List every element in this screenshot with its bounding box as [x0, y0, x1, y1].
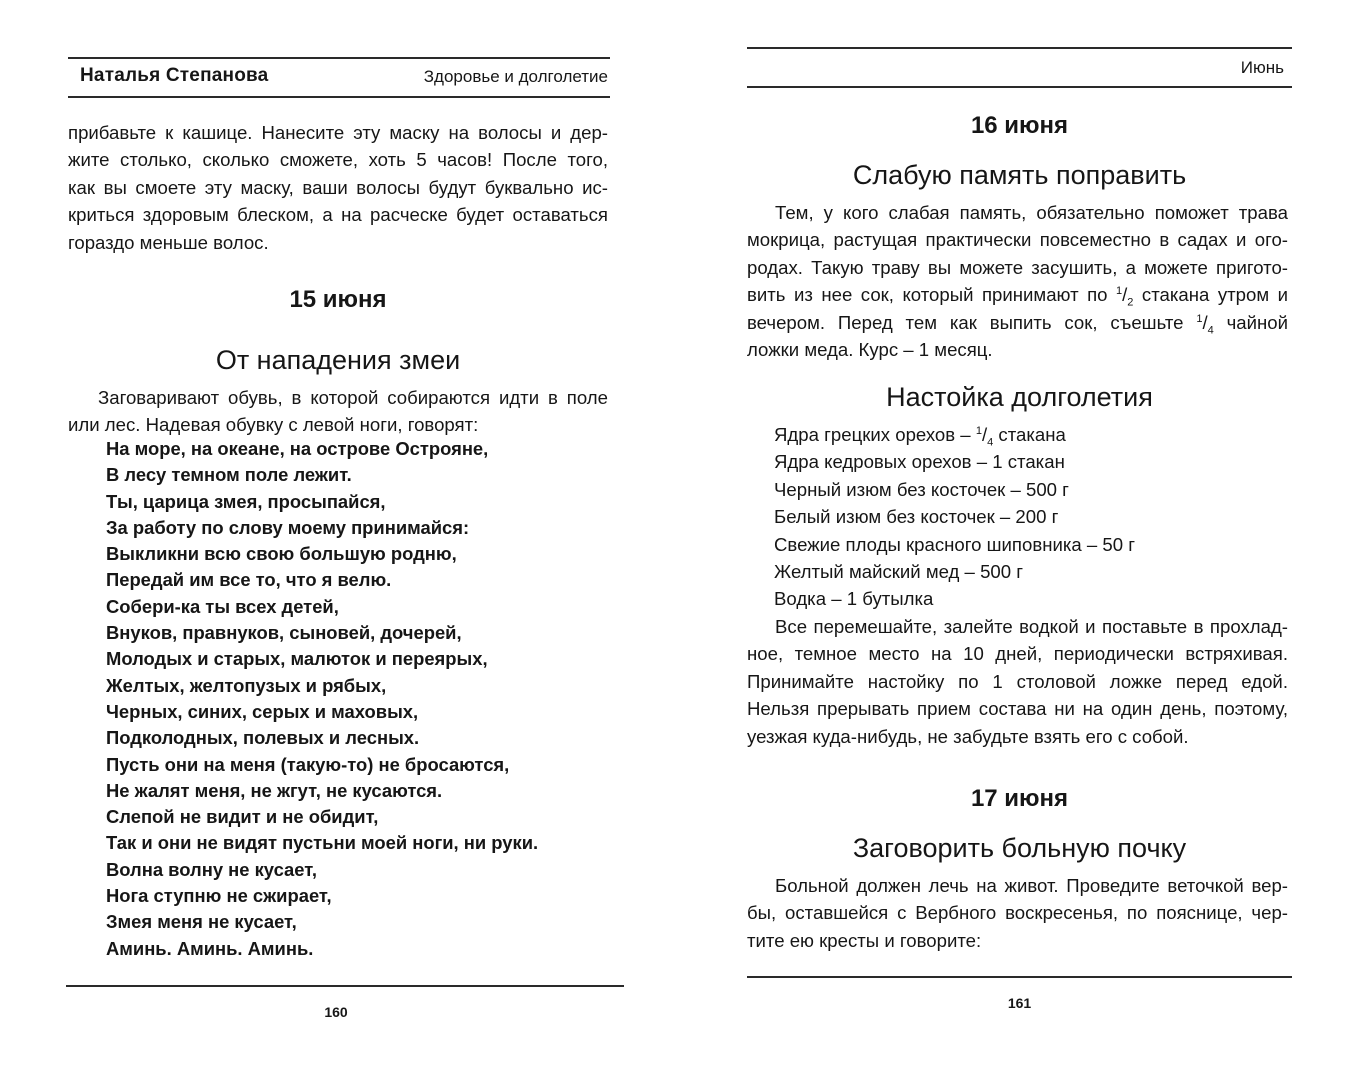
text-line: Все перемешайте, залейте водкой и поставьте в прохлад-: [775, 616, 1288, 637]
ingredient-item: Ядра грецких орехов – $^1/_4$ стакана: [774, 424, 1066, 449]
entry-intro-paragraph: [68, 384, 608, 439]
entry-date-17-june: 17 июня: [970, 785, 1069, 812]
entry-date-15-june: 15 июня: [289, 286, 387, 313]
continued-paragraph: [68, 119, 608, 256]
verse-line: Волна волну не кусает,: [106, 858, 317, 880]
ingredient-item: Водка – 1 бутылка: [774, 588, 934, 610]
verse-line: Внуков, правнуков, сыновей, дочерей,: [106, 622, 462, 644]
text-line: вить из нее сок, который принимают по $^1/_2$ стакана утром и: [747, 284, 1288, 309]
text-line: прибавьте к кашице. Нанесите эту маску на волосы и дер-: [68, 122, 608, 143]
entry-title-memory: Слабую память поправить: [852, 160, 1187, 190]
text-line: Заговаривают обувь, в которой собираются идти в поле: [98, 387, 608, 408]
recipe-ingredients-list: [774, 421, 1135, 613]
entry-title-snake: От нападения змеи: [215, 345, 461, 375]
verse-line: Ты, царица змея, просыпайся,: [106, 490, 386, 512]
text-line: Нельзя прерывать прием состава ни на один день, поэтому,: [747, 698, 1288, 720]
footer-rule: [747, 976, 1292, 978]
header-bottom-rule: [68, 96, 610, 98]
recipe-instructions: [747, 613, 1288, 750]
text-line: гораздо меньше волос.: [68, 231, 269, 253]
running-header-book-title: Здоровье и долголетие: [423, 67, 608, 86]
page-number-160: 160: [324, 1004, 348, 1020]
verse-line: Так и они не видят пустьни моей ноги, ни руки.: [106, 832, 539, 854]
verse-line: Слепой не видит и не обидит,: [106, 806, 379, 828]
verse-line: Пусть они на меня (такую-то) не бросаются,: [106, 753, 510, 775]
ingredient-item: Белый изюм без косточек – 200 г: [774, 506, 1059, 528]
running-header-author: Наталья Степанова: [80, 65, 269, 86]
verse-line: Не жалят меня, не жгут, не кусаются.: [106, 779, 443, 801]
text-line: Тем, у кого слабая память, обязательно поможет трава: [775, 202, 1288, 223]
right-page: [680, 0, 1359, 1080]
header-top-rule: [68, 57, 610, 59]
verse-line: Черных, синих, серых и маховых,: [106, 700, 419, 722]
incantation-verse: [106, 436, 538, 962]
verse-line: Выкликни всю свою большую родню,: [106, 543, 457, 565]
text-line: бы, оставшейся с Вербного воскресенья, по пояснице, чер-: [747, 902, 1288, 924]
verse-line: В лесу темном поле лежит.: [106, 464, 352, 486]
entry-title-kidney: Заговорить больную почку: [852, 833, 1187, 863]
verse-line: Аминь. Аминь. Аминь.: [106, 937, 314, 959]
text-line: родах. Такую траву вы можете засушить, а можете пригото-: [747, 256, 1288, 278]
ingredient-item: Желтый майский мед – 500 г: [774, 561, 1024, 583]
verse-line: Подколодных, полевых и лесных.: [106, 727, 420, 749]
verse-line: За работу по слову моему принимайся:: [106, 516, 470, 538]
verse-line: На море, на океане, на острове Острояне,: [106, 438, 489, 459]
text-line: жите столько, сколько сможете, хоть 5 часов! После того,: [68, 149, 608, 171]
verse-line: Нога ступню не сжирает,: [106, 885, 332, 907]
text-line: криться здоровым блеском, а на расческе будет оставаться: [68, 204, 608, 226]
page-number-161: 161: [1007, 995, 1032, 1011]
text-line: ложки меда. Курс – 1 месяц.: [747, 339, 993, 361]
text-line: мокрица, растущая практически повсеместно в садах и ого-: [747, 229, 1288, 251]
verse-line: Желтых, желтопузых и рябых,: [106, 674, 387, 696]
text-line: или лес. Надевая обувку с левой ноги, говорят:: [68, 414, 479, 436]
verse-line: Змея меня не кусает,: [106, 911, 297, 933]
footer-rule: [66, 985, 624, 987]
ingredient-item: Ядра кедровых орехов – 1 стакан: [774, 451, 1065, 473]
entry-date-16-june: 16 июня: [970, 112, 1069, 139]
recipe-title: Настойка долголетия: [886, 382, 1153, 412]
header-bottom-rule: [747, 86, 1292, 88]
ingredient-item: Свежие плоды красного шиповника – 50 г: [774, 533, 1136, 555]
text-line: как вы смоете эту маску, ваши волосы будут буквально ис-: [68, 176, 608, 198]
memory-paragraph: [747, 199, 1288, 363]
text-line: ное, темное место на 10 дней, периодически встряхивая.: [747, 643, 1288, 665]
verse-line: Молодых и старых, малюток и переярых,: [106, 648, 488, 670]
text-line: Принимайте настойку по 1 столовой ложке перед едой.: [747, 670, 1288, 692]
verse-line: Передай им все то, что я велю.: [106, 569, 392, 591]
text-line: тите ею кресты и говорите:: [747, 929, 982, 951]
ingredient-item: Черный изюм без косточек – 500 г: [774, 478, 1069, 500]
text-line: уезжая куда-нибудь, не забудьте взять его с собой.: [747, 725, 1189, 747]
verse-line: Собери-ка ты всех детей,: [106, 595, 339, 617]
kidney-paragraph: [747, 872, 1288, 954]
text-line: вечером. Перед тем как выпить сок, съешьте $^1/_4$ чайной: [747, 311, 1288, 337]
text-line: Больной должен лечь на живот. Проведите веточкой вер-: [775, 875, 1288, 896]
header-top-rule: [747, 47, 1292, 49]
running-header-section: Июнь: [1240, 58, 1284, 77]
